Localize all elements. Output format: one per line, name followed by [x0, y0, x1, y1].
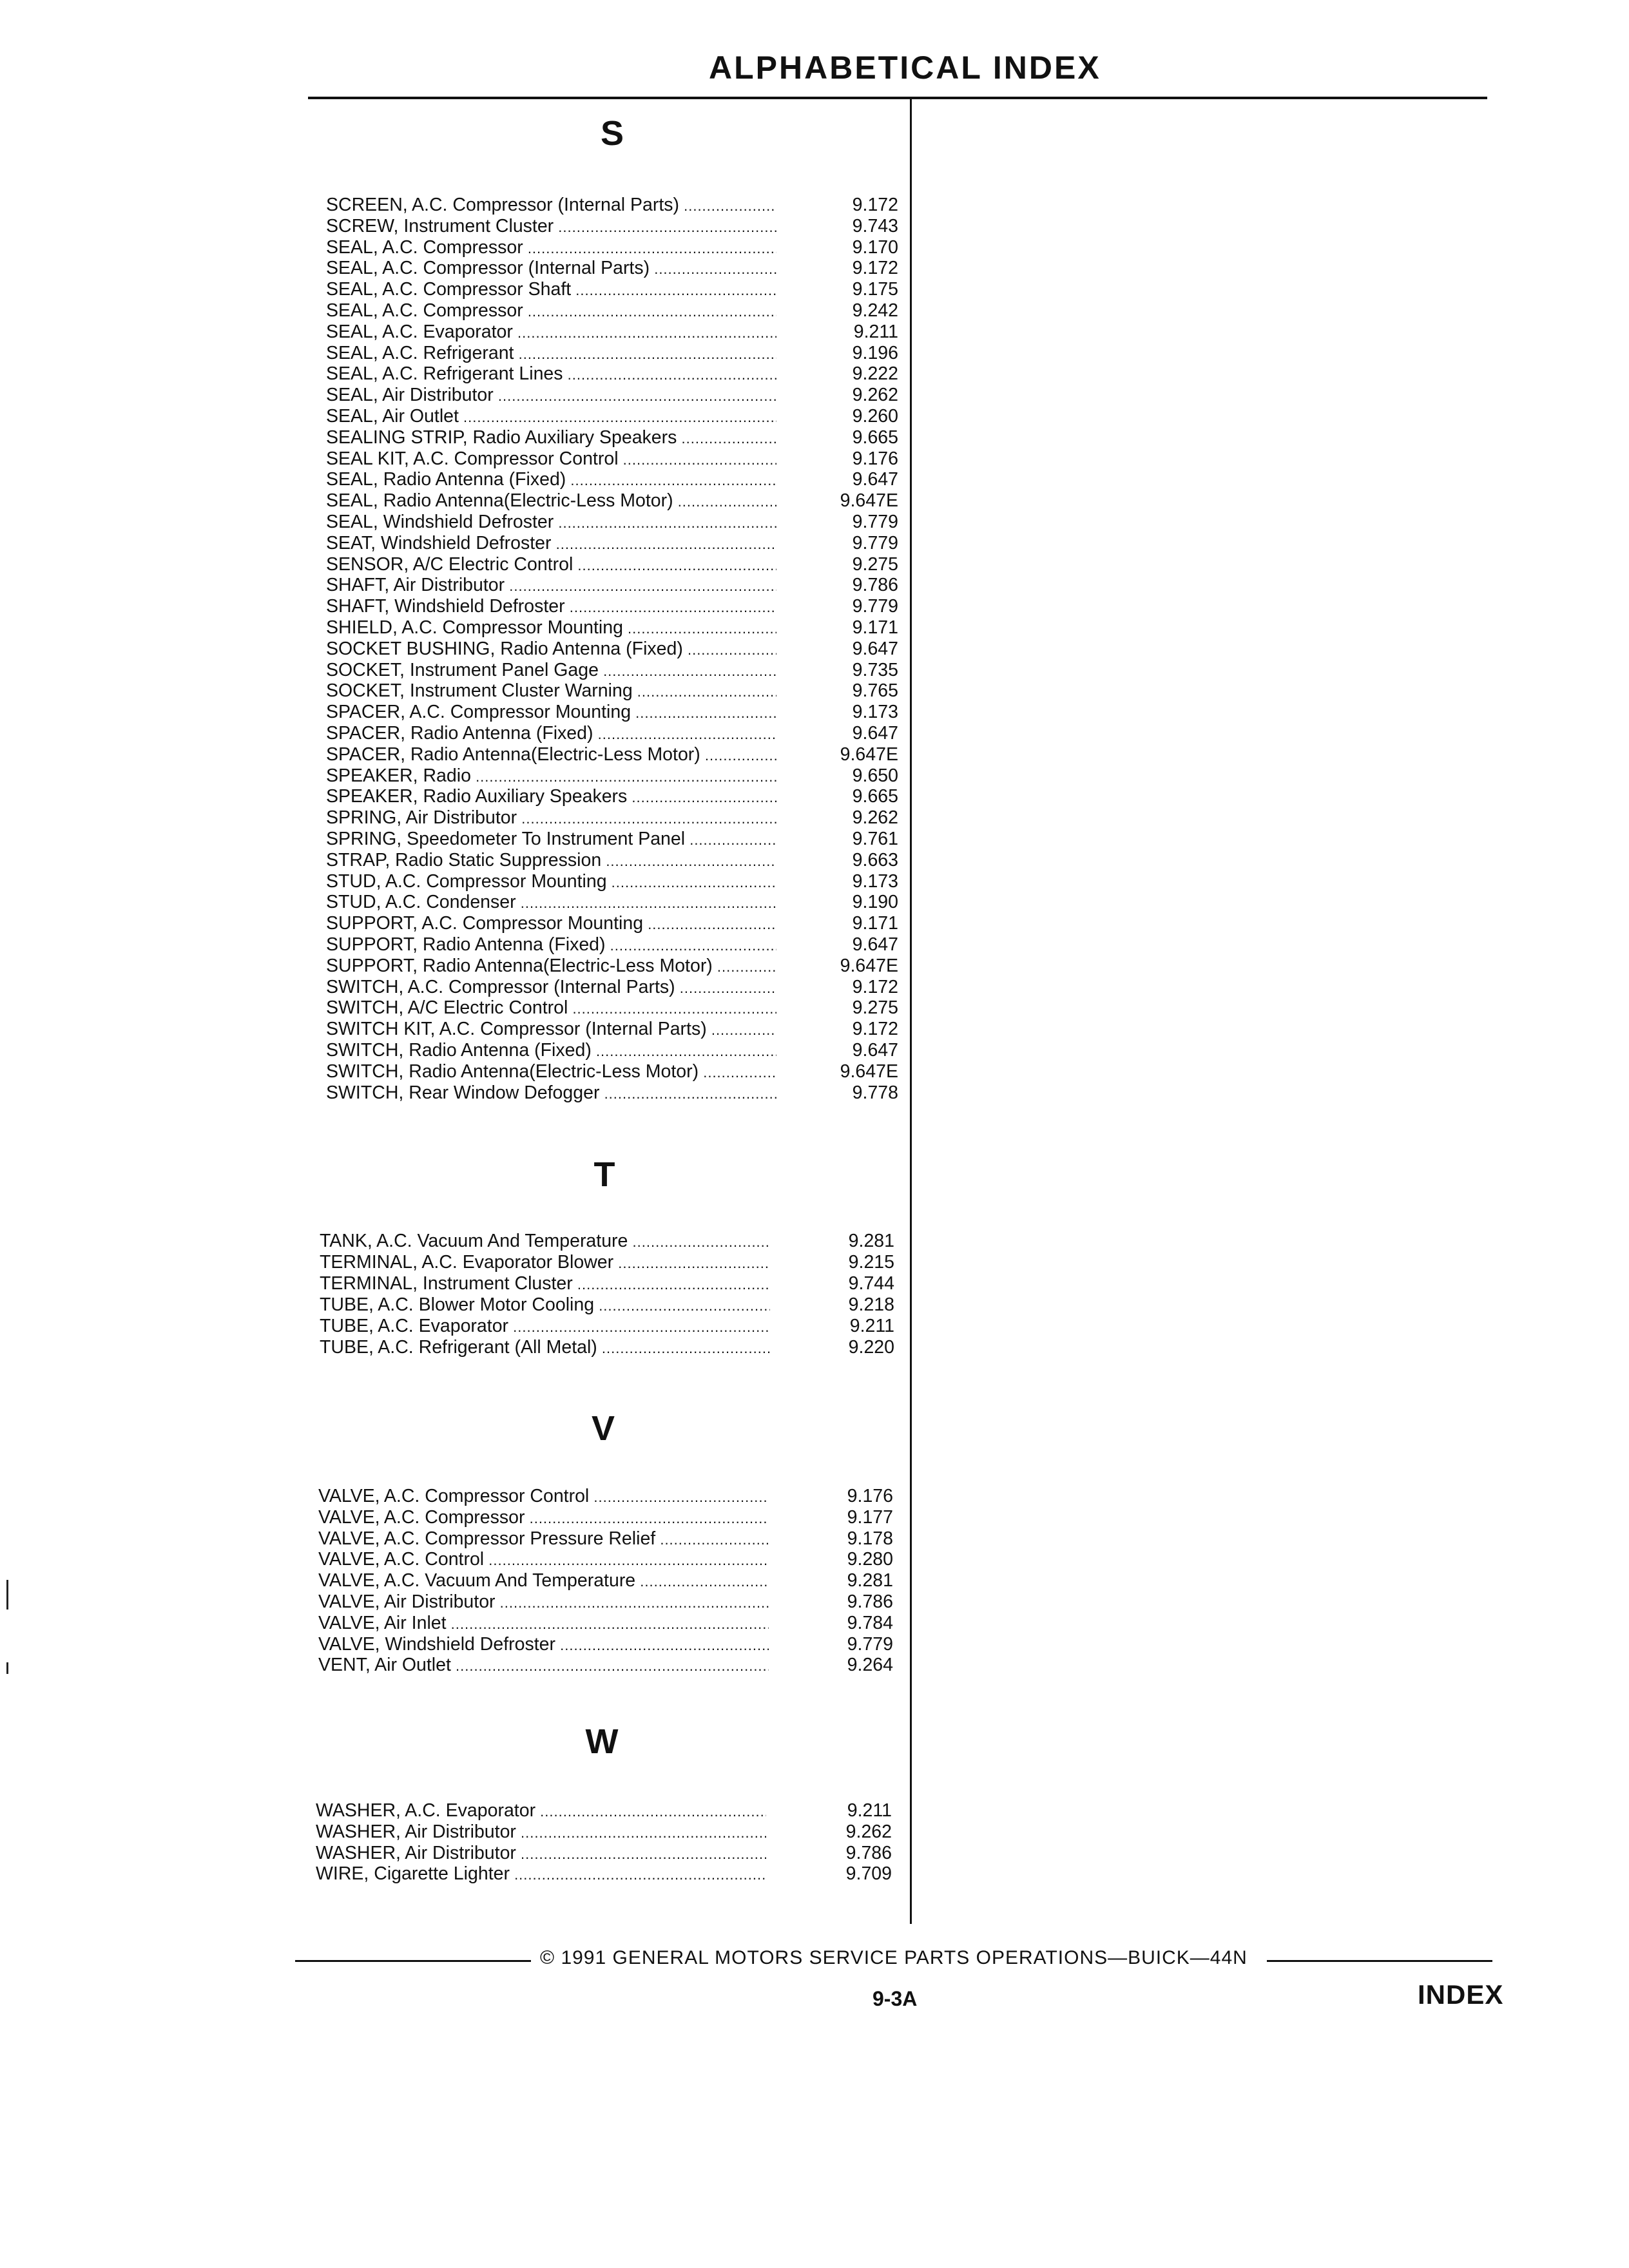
index-entry-page: 9.215 — [848, 1252, 894, 1273]
index-entry — [0, 977, 915, 998]
index-entry — [0, 617, 915, 639]
index-entry-page: 9.172 — [852, 258, 898, 279]
index-entry — [0, 300, 915, 322]
footer-rule-right — [1267, 1960, 1492, 1962]
index-entry — [0, 385, 915, 406]
index-entry-description: SPRING, Speedometer To Instrument Panel ..... — [326, 829, 776, 850]
index-entry-page: 9.786 — [852, 575, 898, 596]
index-entry — [0, 639, 915, 660]
index-entry-description: WIRE, Cigarette Lighter ..... — [316, 1863, 766, 1885]
index-entry-page: 9.211 — [847, 1800, 892, 1821]
index-entry-description: SEAL, Windshield Defroster ..... — [326, 512, 776, 533]
index-entry — [0, 512, 915, 533]
index-entry — [0, 237, 915, 258]
index-entry-page: 9.786 — [847, 1591, 893, 1612]
section-letter-v: V — [591, 1409, 615, 1448]
index-entry — [0, 427, 915, 448]
index-entry-description: SOCKET, Instrument Panel Gage ..... — [326, 660, 776, 681]
index-entry — [0, 744, 915, 765]
index-entry-page: 9.779 — [852, 596, 898, 617]
index-entry-description: SHAFT, Windshield Defroster ..... — [326, 596, 776, 617]
index-entry — [0, 448, 915, 470]
index-entry — [0, 490, 915, 512]
index-entry — [0, 1231, 915, 1252]
index-entry — [0, 1337, 915, 1358]
index-entry-page: 9.173 — [852, 870, 898, 892]
index-entry-page: 9.178 — [847, 1528, 893, 1549]
index-entry-description: VENT, Air Outlet ..... — [318, 1655, 769, 1676]
index-entry-description: SWITCH KIT, A.C. Compressor (Internal Parts) ..... — [326, 1019, 776, 1040]
index-entry — [0, 363, 915, 385]
index-entry-description: SEAL KIT, A.C. Compressor Control ..... — [326, 448, 776, 470]
index-entry — [0, 596, 915, 617]
index-entry-page: 9.743 — [852, 215, 898, 236]
index-entry-description: TANK, A.C. Vacuum And Temperature ..... — [320, 1231, 770, 1252]
index-entry-page: 9.196 — [852, 342, 898, 363]
index-entry — [0, 258, 915, 279]
index-entry-page: 9.220 — [848, 1337, 894, 1358]
index-entry-page: 9.190 — [852, 892, 898, 913]
index-entry-description: SOCKET BUSHING, Radio Antenna (Fixed) ..... — [326, 639, 776, 660]
index-entry-description: TERMINAL, Instrument Cluster ..... — [320, 1273, 770, 1294]
index-entry-description: SHIELD, A.C. Compressor Mounting ..... — [326, 617, 776, 639]
index-entry — [0, 829, 915, 850]
index-entry — [0, 279, 915, 300]
index-entry — [0, 469, 915, 490]
index-entry-description: SEAL, A.C. Refrigerant Lines ..... — [326, 363, 776, 385]
index-entry-page: 9.176 — [847, 1486, 893, 1506]
index-entry-description: VALVE, A.C. Compressor Pressure Relief ..... — [318, 1528, 769, 1550]
index-entry-page: 9.647 — [852, 638, 898, 659]
index-entry-page: 9.172 — [852, 1019, 898, 1040]
index-entry-description: SHAFT, Air Distributor ..... — [326, 575, 776, 596]
index-entry-page: 9.175 — [852, 279, 898, 300]
index-entry — [0, 1082, 915, 1104]
index-entry-description: SCREEN, A.C. Compressor (Internal Parts) ..... — [326, 195, 776, 216]
index-entry — [0, 660, 915, 681]
index-entry-page: 9.211 — [853, 321, 898, 342]
index-entry-page: 9.784 — [847, 1612, 893, 1633]
index-entry-description: VALVE, A.C. Compressor ..... — [318, 1507, 769, 1528]
index-entry-page: 9.280 — [847, 1549, 893, 1570]
index-entry-description: SEAL, Radio Antenna(Electric-Less Motor) ..... — [326, 490, 776, 512]
index-entry — [0, 765, 915, 787]
index-entry — [0, 1613, 915, 1634]
index-entry-description: SWITCH, A/C Electric Control ..... — [326, 997, 776, 1019]
index-entry — [0, 1591, 915, 1613]
index-entry-description: SEAL, A.C. Compressor ..... — [326, 237, 776, 258]
index-entry-page: 9.647E — [840, 1061, 898, 1082]
index-entry — [0, 1800, 915, 1821]
index-entry-description: SWITCH, Radio Antenna (Fixed) ..... — [326, 1040, 776, 1061]
index-entry-page: 9.647 — [852, 1040, 898, 1061]
index-entry — [0, 892, 915, 913]
index-entry-page: 9.779 — [847, 1633, 893, 1655]
index-entry-description: WASHER, A.C. Evaporator ..... — [316, 1800, 766, 1821]
index-entry-page: 9.242 — [852, 300, 898, 321]
index-entry-page: 9.647E — [840, 744, 898, 765]
index-entry — [0, 997, 915, 1019]
index-entry-page: 9.275 — [852, 553, 898, 575]
index-entry — [0, 1019, 915, 1040]
index-entry-page: 9.171 — [852, 617, 898, 638]
index-entry-description: TERMINAL, A.C. Evaporator Blower ..... — [320, 1252, 770, 1273]
index-entry-page: 9.647 — [852, 934, 898, 955]
index-entry — [0, 1863, 915, 1885]
index-entry-description: SCREW, Instrument Cluster ..... — [326, 216, 776, 237]
index-entry-page: 9.647 — [852, 469, 898, 490]
index-entry — [0, 554, 915, 575]
index-entry-description: WASHER, Air Distributor ..... — [316, 1821, 766, 1843]
index-entry — [0, 406, 915, 427]
index-entry-description: SEAL, A.C. Refrigerant ..... — [326, 343, 776, 364]
index-entry-description: SEAL, A.C. Evaporator ..... — [326, 322, 776, 343]
index-entry-description: SEAL, A.C. Compressor (Internal Parts) ..... — [326, 258, 776, 279]
section-letter-w: W — [585, 1722, 619, 1761]
index-entry — [0, 1549, 915, 1570]
index-entry-page: 9.761 — [852, 829, 898, 849]
index-entry — [0, 1570, 915, 1591]
index-entry — [0, 871, 915, 892]
index-entry — [0, 1040, 915, 1061]
index-entry — [0, 575, 915, 596]
index-entry-description: TUBE, A.C. Blower Motor Cooling ..... — [320, 1294, 770, 1316]
index-entry — [0, 322, 915, 343]
index-entry-page: 9.173 — [852, 702, 898, 723]
index-entry-description: SWITCH, Rear Window Defogger ..... — [326, 1082, 776, 1104]
index-entry-page: 9.647E — [840, 955, 898, 976]
index-entry-page: 9.262 — [845, 1821, 892, 1842]
footer-rule-left — [295, 1960, 531, 1962]
index-entry-description: SEAL, A.C. Compressor ..... — [326, 300, 776, 322]
index-entry — [0, 913, 915, 934]
index-entry — [0, 1655, 915, 1676]
index-entry-page: 9.222 — [852, 363, 898, 385]
index-entry — [0, 723, 915, 744]
index-entry-page: 9.172 — [852, 976, 898, 997]
footer-section-label: INDEX — [1418, 1979, 1504, 2010]
index-entry-page: 9.665 — [852, 786, 898, 807]
section-letter-s: S — [600, 114, 624, 153]
index-entry-page: 9.176 — [852, 448, 898, 469]
index-entry-page: 9.744 — [848, 1273, 894, 1294]
index-entry-description: SUPPORT, A.C. Compressor Mounting ..... — [326, 913, 776, 934]
index-entry-page: 9.281 — [847, 1570, 893, 1591]
index-entry-page: 9.735 — [852, 659, 898, 680]
index-entry-description: VALVE, Windshield Defroster ..... — [318, 1634, 769, 1655]
index-entry-description: SEAL, A.C. Compressor Shaft ..... — [326, 279, 776, 300]
index-entry — [0, 1061, 915, 1082]
index-entry-description: SPACER, Radio Antenna(Electric-Less Motor) ..... — [326, 744, 776, 765]
index-entry-page: 9.650 — [852, 765, 898, 786]
index-entry-page: 9.647 — [852, 723, 898, 744]
index-entry-page: 9.170 — [852, 236, 898, 258]
index-entry-description: STUD, A.C. Compressor Mounting ..... — [326, 871, 776, 892]
index-entry-description: WASHER, Air Distributor ..... — [316, 1843, 766, 1864]
index-entry-description: SWITCH, A.C. Compressor (Internal Parts) ..... — [326, 977, 776, 998]
page-title: ALPHABETICAL INDEX — [709, 50, 1101, 86]
index-entry-page: 9.260 — [852, 406, 898, 427]
index-entry — [0, 850, 915, 871]
index-entry-description: SEAT, Windshield Defroster ..... — [326, 533, 776, 554]
index-entry-description: SEAL, Air Outlet ..... — [326, 406, 776, 427]
index-entry-page: 9.786 — [845, 1842, 892, 1863]
index-entry — [0, 956, 915, 977]
index-entry — [0, 680, 915, 702]
index-entry-description: SEAL, Air Distributor ..... — [326, 385, 776, 406]
index-entry-page: 9.647E — [840, 490, 898, 512]
index-entry-description: SPEAKER, Radio ..... — [326, 765, 776, 787]
index-entry-description: SENSOR, A/C Electric Control ..... — [326, 554, 776, 575]
index-entry-description: SPRING, Air Distributor ..... — [326, 807, 776, 829]
header-rule — [308, 97, 1487, 99]
index-entry — [0, 1273, 915, 1294]
index-entry — [0, 1316, 915, 1337]
index-entry — [0, 343, 915, 364]
index-entry-description: TUBE, A.C. Evaporator ..... — [320, 1316, 770, 1337]
index-entry-page: 9.765 — [852, 680, 898, 702]
index-entry — [0, 195, 915, 216]
index-entry — [0, 1528, 915, 1550]
index-entry-page: 9.264 — [847, 1655, 893, 1676]
index-entry — [0, 1294, 915, 1316]
index-entry — [0, 1252, 915, 1273]
index-entry-description: VALVE, Air Inlet ..... — [318, 1613, 769, 1634]
index-entry-page: 9.262 — [852, 807, 898, 829]
index-entry-description: STUD, A.C. Condenser ..... — [326, 892, 776, 913]
index-entry-page: 9.211 — [849, 1316, 894, 1336]
index-entry-description: SUPPORT, Radio Antenna (Fixed) ..... — [326, 934, 776, 956]
index-entry-description: SPEAKER, Radio Auxiliary Speakers ..... — [326, 786, 776, 807]
index-entry — [0, 1507, 915, 1528]
index-entry-description: SWITCH, Radio Antenna(Electric-Less Motor) ..... — [326, 1061, 776, 1082]
index-entry — [0, 1486, 915, 1507]
index-entry-page: 9.177 — [847, 1506, 893, 1528]
index-entry-page: 9.281 — [848, 1231, 894, 1251]
index-entry-page: 9.171 — [852, 913, 898, 934]
index-entry — [0, 533, 915, 554]
index-entry — [0, 786, 915, 807]
index-entry-description: VALVE, A.C. Vacuum And Temperature ..... — [318, 1570, 769, 1591]
index-entry — [0, 702, 915, 723]
index-entry-page: 9.275 — [852, 997, 898, 1019]
index-entry-page: 9.709 — [845, 1863, 892, 1885]
index-entry-page: 9.218 — [848, 1294, 894, 1315]
index-entry-description: SPACER, Radio Antenna (Fixed) ..... — [326, 723, 776, 744]
index-entry — [0, 807, 915, 829]
index-entry-page: 9.665 — [852, 427, 898, 448]
footer-page-number: 9-3A — [872, 1987, 918, 2010]
index-entry-description: VALVE, Air Distributor ..... — [318, 1591, 769, 1613]
index-entry — [0, 216, 915, 237]
index-entry-page: 9.663 — [852, 849, 898, 870]
index-entry-description: VALVE, A.C. Control ..... — [318, 1549, 769, 1570]
index-entry-description: SPACER, A.C. Compressor Mounting ..... — [326, 702, 776, 723]
section-letter-t: T — [593, 1155, 615, 1194]
index-entry-description: SEALING STRIP, Radio Auxiliary Speakers ..... — [326, 427, 776, 448]
index-entry-page: 9.262 — [852, 385, 898, 406]
footer-copyright: © 1991 GENERAL MOTORS SERVICE PARTS OPERATIONS—BUICK—44N — [540, 1947, 1248, 1968]
index-entry-page: 9.778 — [852, 1082, 898, 1103]
index-entry-description: VALVE, A.C. Compressor Control ..... — [318, 1486, 769, 1507]
index-entry-description: SEAL, Radio Antenna (Fixed) ..... — [326, 469, 776, 490]
index-entry — [0, 1843, 915, 1864]
index-entry-page: 9.172 — [852, 195, 898, 215]
index-entry — [0, 1634, 915, 1655]
index-entry-description: TUBE, A.C. Refrigerant (All Metal) ..... — [320, 1337, 770, 1358]
index-entry-page: 9.779 — [852, 512, 898, 532]
index-entry-description: SUPPORT, Radio Antenna(Electric-Less Motor) ..... — [326, 956, 776, 977]
index-entry — [0, 934, 915, 956]
index-entry — [0, 1821, 915, 1843]
index-entry-description: STRAP, Radio Static Suppression ..... — [326, 850, 776, 871]
index-entry-page: 9.779 — [852, 532, 898, 553]
index-entry-description: SOCKET, Instrument Cluster Warning ..... — [326, 680, 776, 702]
